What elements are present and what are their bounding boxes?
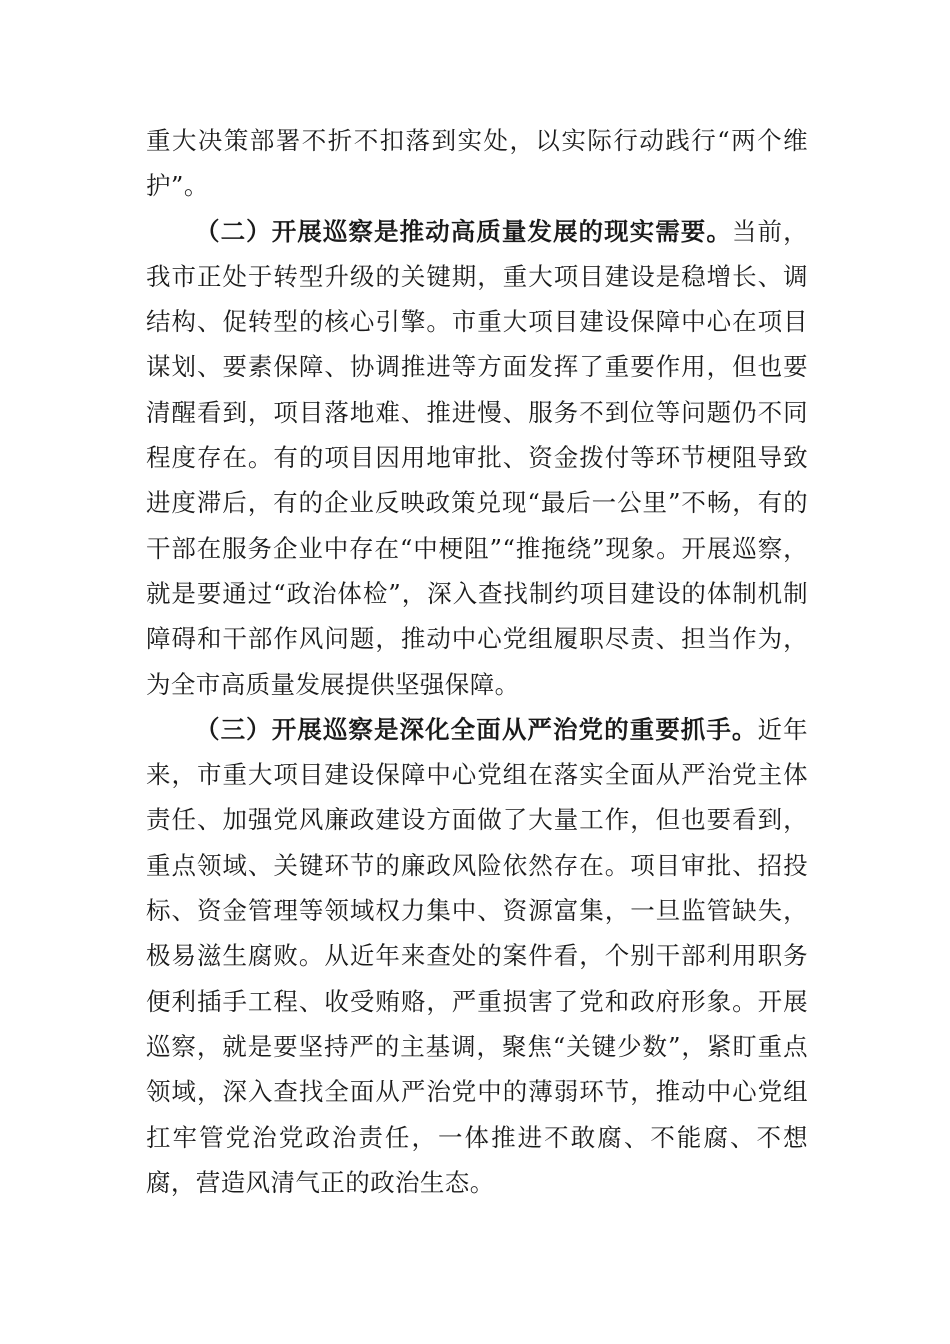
paragraph-text: 近年来，市重大项目建设保障中心党组在落实全面从严治党主体责任、加强党风廉政建设方面做了大量工作，但也要看到，重点领域、关键环节的廉政风险依然存在。项目审批、招投标、资金管理等领域权力集中、资源富集，一旦监管缺失，极易滋生腐败。从近年来查处的案件看，个别干部利用职务便利插手工程、收受贿赂，严重损害了党和政府形象。开展巡察，就是要坚持严的主基调，聚焦“关键少数”，紧盯重点领域，深入查找全面从严治党中的薄弱环节，推动中心党组扛牢管党治党政治责任，一体推进不敢腐、不能腐、不想腐，营造风清气正的政治生态。 [146, 714, 808, 1197]
paragraph-section-3 [146, 707, 808, 1205]
document-body [146, 118, 808, 1205]
paragraph-section-2 [146, 209, 808, 707]
paragraph-text: 当前，我市正处于转型升级的关键期，重大项目建设是稳增长、调结构、促转型的核心引擎。市重大项目建设保障中心在项目谋划、要素保障、协调推进等方面发挥了重要作用，但也要清醒看到，项目落地难、推进慢、服务不到位等问题仍不同程度存在。有的项目因用地审批、资金拨付等环节梗阻导致进度滞后，有的企业反映政策兑现“最后一公里”不畅，有的干部在服务企业中存在“中梗阻”“推拖绕”现象。开展巡察，就是要通过“政治体检”，深入查找制约项目建设的体制机制障碍和干部作风问题，推动中心党组履职尽责、担当作为，为全市高质量发展提供坚强保障。 [146, 216, 808, 699]
paragraph-continuation [146, 118, 808, 209]
paragraph-text: 重大决策部署不折不扣落到实处，以实际行动践行“两个维护”。 [146, 126, 808, 201]
section-heading-3: （三）开展巡察是深化全面从严治党的重要抓手。 [195, 714, 758, 744]
section-heading-2: （二）开展巡察是推动高质量发展的现实需要。 [195, 216, 732, 246]
